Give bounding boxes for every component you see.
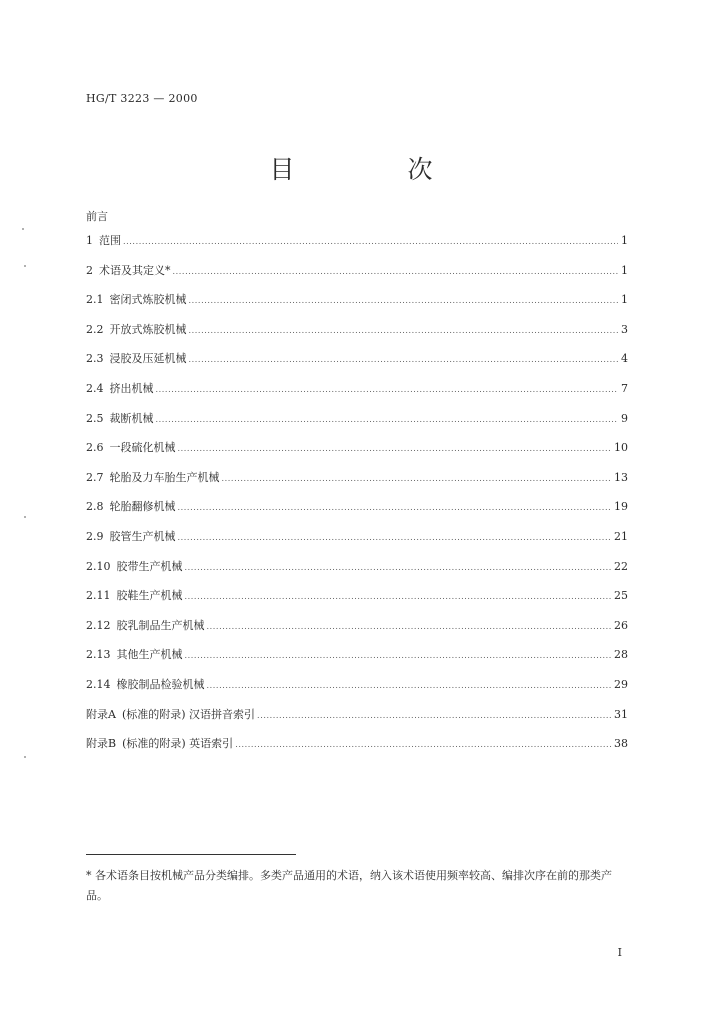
toc-entry-label: 胶管生产机械: [109, 529, 176, 543]
toc-dot-leader: [235, 740, 612, 749]
toc-entry-label: 胶乳制品生产机械: [116, 618, 205, 632]
page-number: I: [617, 946, 622, 959]
toc-entry[interactable]: [86, 380, 628, 410]
toc-entry-number: 2.4: [86, 381, 104, 395]
toc-entry-number: 附录B: [86, 737, 117, 751]
toc-entry-page: 22: [614, 559, 628, 573]
toc-entry-label: 轮胎翻修机械: [109, 500, 176, 514]
toc-dot-leader: [178, 503, 613, 512]
toc-dot-leader: [222, 474, 613, 483]
toc-dot-leader: [156, 385, 619, 394]
toc-entry-label: 裁断机械: [109, 411, 154, 425]
table-of-contents: [86, 232, 628, 765]
toc-entry-number: 2.7: [86, 470, 104, 484]
toc-entry-number: 1: [86, 234, 93, 247]
toc-dot-leader: [178, 444, 613, 453]
toc-dot-leader: [207, 622, 613, 631]
toc-entry-page: 28: [614, 648, 628, 662]
toc-entry-label: 橡胶制品检验机械: [116, 677, 205, 691]
scan-speck: [24, 265, 26, 267]
toc-entry-page: 1: [621, 234, 628, 247]
standard-code: HG/T 3223 — 2000: [86, 92, 198, 105]
toc-entry-number: 2: [86, 263, 93, 277]
toc-entry-page: 1: [621, 263, 628, 277]
toc-entry[interactable]: [86, 498, 628, 528]
toc-entry-number: 2.10: [86, 559, 111, 573]
toc-entry-page: 25: [614, 589, 628, 603]
toc-entry[interactable]: [86, 676, 628, 706]
toc-entry[interactable]: [86, 706, 628, 736]
scan-speck: [24, 516, 26, 518]
scan-speck: [24, 756, 26, 758]
toc-entry[interactable]: [86, 262, 628, 292]
toc-entry-label: 挤出机械: [109, 381, 154, 395]
toc-entry-label: 胶带生产机械: [116, 559, 183, 573]
toc-entry[interactable]: [86, 646, 628, 676]
toc-entry-number: 附录A: [86, 707, 116, 721]
toc-dot-leader: [185, 592, 613, 601]
toc-entry-label: 一段硫化机械: [109, 441, 176, 455]
toc-entry-page: 9: [621, 411, 628, 425]
toc-entry-number: 2.2: [86, 322, 104, 336]
footnote: * 各术语条目按机械产品分类编排。多类产品通用的术语，纳入该术语使用频率较高、编排次序在前的那类产品。: [86, 869, 612, 902]
toc-entry[interactable]: [86, 321, 628, 351]
toc-entry[interactable]: [86, 617, 628, 647]
toc-entry-page: 13: [614, 470, 628, 484]
toc-entry-number: 2.13: [86, 648, 111, 662]
toc-dot-leader: [185, 563, 613, 572]
toc-entry-number: 2.6: [86, 441, 104, 455]
toc-entry-page: 10: [614, 441, 628, 455]
toc-dot-leader: [257, 711, 612, 720]
toc-entry-label: 术语及其定义*: [99, 263, 171, 277]
toc-dot-leader: [189, 296, 619, 305]
toc-entry[interactable]: [86, 558, 628, 588]
toc-dot-leader: [207, 681, 613, 690]
toc-entry-label: 浸胶及压延机械: [109, 352, 187, 366]
toc-entry-page: 7: [621, 381, 628, 395]
page-title: 目 次: [269, 155, 477, 184]
toc-entry-number: 2.12: [86, 618, 111, 632]
toc-dot-leader: [156, 415, 619, 424]
toc-entry-page: 4: [621, 352, 628, 366]
toc-foreword[interactable]: 前言: [86, 210, 108, 223]
toc-entry-label: 轮胎及力车胎生产机械: [109, 470, 220, 484]
toc-entry-number: 2.14: [86, 677, 111, 691]
toc-entry-label: (标准的附录) 英语索引: [122, 737, 234, 751]
toc-entry-page: 38: [614, 737, 628, 751]
scan-speck: [22, 228, 24, 230]
toc-dot-leader: [123, 237, 618, 246]
toc-entry-label: 开放式炼胶机械: [109, 322, 187, 336]
toc-entry-number: 2.8: [86, 500, 104, 514]
toc-entry-number: 2.3: [86, 352, 104, 366]
toc-dot-leader: [178, 533, 613, 542]
toc-entry-number: 2.1: [86, 293, 104, 307]
toc-entry-label: 其他生产机械: [116, 648, 183, 662]
toc-entry-label: 胶鞋生产机械: [116, 589, 183, 603]
toc-entry-page: 31: [614, 707, 628, 721]
toc-dot-leader: [185, 651, 613, 660]
toc-entry[interactable]: [86, 528, 628, 558]
toc-entry[interactable]: [86, 232, 628, 262]
toc-entry-label: 范围: [99, 234, 121, 247]
toc-entry-page: 26: [614, 618, 628, 632]
toc-entry-page: 19: [614, 500, 628, 514]
toc-entry-label: (标准的附录) 汉语拼音索引: [121, 707, 256, 721]
toc-entry-page: 1: [621, 293, 628, 307]
toc-entry[interactable]: [86, 587, 628, 617]
toc-dot-leader: [173, 267, 619, 276]
toc-entry-page: 29: [614, 677, 628, 691]
footnote-divider: [86, 854, 296, 855]
toc-entry-label: 密闭式炼胶机械: [109, 293, 187, 307]
toc-entry[interactable]: [86, 439, 628, 469]
toc-entry[interactable]: [86, 735, 628, 765]
toc-entry[interactable]: [86, 469, 628, 499]
toc-dot-leader: [189, 355, 619, 364]
toc-entry-page: 3: [621, 322, 628, 336]
toc-dot-leader: [189, 326, 619, 335]
toc-entry-number: 2.5: [86, 411, 104, 425]
toc-entry-page: 21: [614, 529, 628, 543]
toc-entry[interactable]: [86, 291, 628, 321]
toc-entry[interactable]: [86, 350, 628, 380]
toc-entry-number: 2.9: [86, 529, 104, 543]
toc-entry-number: 2.11: [86, 589, 111, 603]
toc-entry[interactable]: [86, 410, 628, 440]
